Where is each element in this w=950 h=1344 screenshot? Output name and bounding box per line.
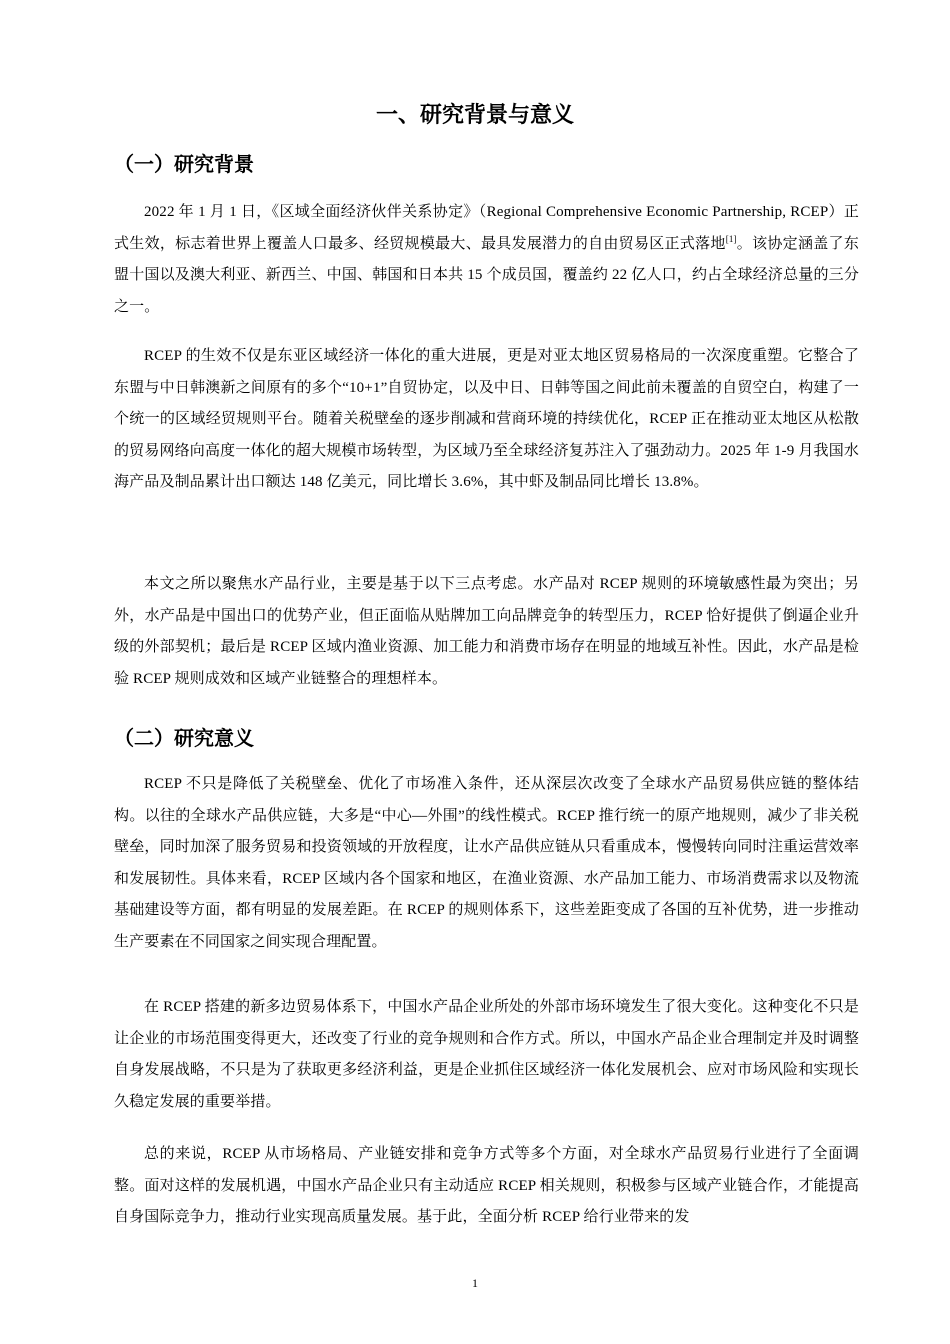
chapter-title: 一、研究背景与意义 bbox=[375, 103, 574, 128]
paragraph-significance-1: RCEP 不只是降低了关税壁垒、优化了市场准入条件，还从深层次改变了全球水产品贸易供应链的整体结构。以往的全球水产品供应链，大多是“中心—外围”的线性模式。RCEP 推行统一的原产地规则，减少了非关税壁垒，同时加深了服务贸易和投资领域的开放程度，让水产品供应链从只看重成本，慢慢转向同时注重运营效率和发展韧性。具体来看，RCEP 区域内各个国家和地区，在渔业资源、水产品加工能力、市场消费需求以及物流基础建设等方面，都有明显的发展差距。在 RCEP 的规则体系下，这些差距变成了各国的互补优势，进一步推动生产要素在不同国家之间实现合理配置。 bbox=[114, 776, 859, 950]
paragraph-significance-3: 总的来说，RCEP 从市场格局、产业链安排和竞争方式等多个方面，对全球水产品贸易行业进行了全面调整。面对这样的发展机遇，中国水产品企业只有主动适应 RCEP 相关规则，积极参与区域产业链合作，才能提高自身国际竞争力，推动行业实现高质量发展。基于此，全面分析 RCEP 给行业带来的发 bbox=[114, 1146, 859, 1225]
paragraph-text-continued: 。该协定涵盖了东盟十国以及澳大利亚、新西兰、中国、韩国和日本共 15 个成员国，覆盖约 22 亿人口，约占全球经济总量的三分之一。 bbox=[114, 235, 859, 315]
section-title-significance: （二）研究意义 bbox=[114, 726, 254, 750]
paragraph-text: 2022 年 1 月 1 日，《区域全面经济伙伴关系协定》（Regional Comprehensive Economic Partnership, RCEP）正式生效，标志着世界上覆盖人口最多、经贸规模最大、最具发展潜力的自由贸易区正式落地 bbox=[114, 204, 859, 252]
paragraph-significance-2: 在 RCEP 搭建的新多边贸易体系下，中国水产品企业所处的外部市场环境发生了很大变化。这种变化不只是让企业的市场范围变得更大，还改变了行业的竞争规则和合作方式。所以，中国水产品企业合理制定并及时调整自身发展战略，不只是为了获取更多经济利益，更是企业抓住区域经济一体化发展机会、应对市场风险和实现长久稳定发展的重要举措。 bbox=[114, 999, 859, 1110]
page-number: 1 bbox=[472, 1276, 478, 1290]
paragraph-background-3: 本文之所以聚焦水产品行业，主要是基于以下三点考虑。水产品对 RCEP 规则的环境敏感性最为突出；另外，水产品是中国出口的优势产业，但正面临从贴牌加工向品牌竞争的转型压力，RCEP 恰好提供了倒逼企业升级的外部契机；最后是 RCEP 区域内渔业资源、加工能力和消费市场存在明显的地域互补性。因此，水产品是检验 RCEP 规则成效和区域产业链整合的理想样本。 bbox=[114, 576, 859, 687]
paragraph-background-2: RCEP 的生效不仅是东亚区域经济一体化的重大进展，更是对亚太地区贸易格局的一次深度重塑。它整合了东盟与中日韩澳新之间原有的多个“10+1”自贸协定，以及中日、日韩等国之间此前未覆盖的自贸空白，构建了一个统一的区域经贸规则平台。随着关税壁垒的逐步削减和营商环境的持续优化，RCEP 正在推动亚太地区从松散的贸易网络向高度一体化的超大规模市场转型，为区域乃至全球经济复苏注入了强劲动力。2025 年 1-9 月我国水海产品及制品累计出口额达 148 亿美元，同比增长 3.6%，其中虾及制品同比增长 13.8%。 bbox=[114, 348, 859, 490]
citation-marker: [1] bbox=[725, 233, 737, 244]
paragraph-background-1 bbox=[114, 197, 859, 323]
section-title-background: （一）研究背景 bbox=[114, 152, 254, 176]
